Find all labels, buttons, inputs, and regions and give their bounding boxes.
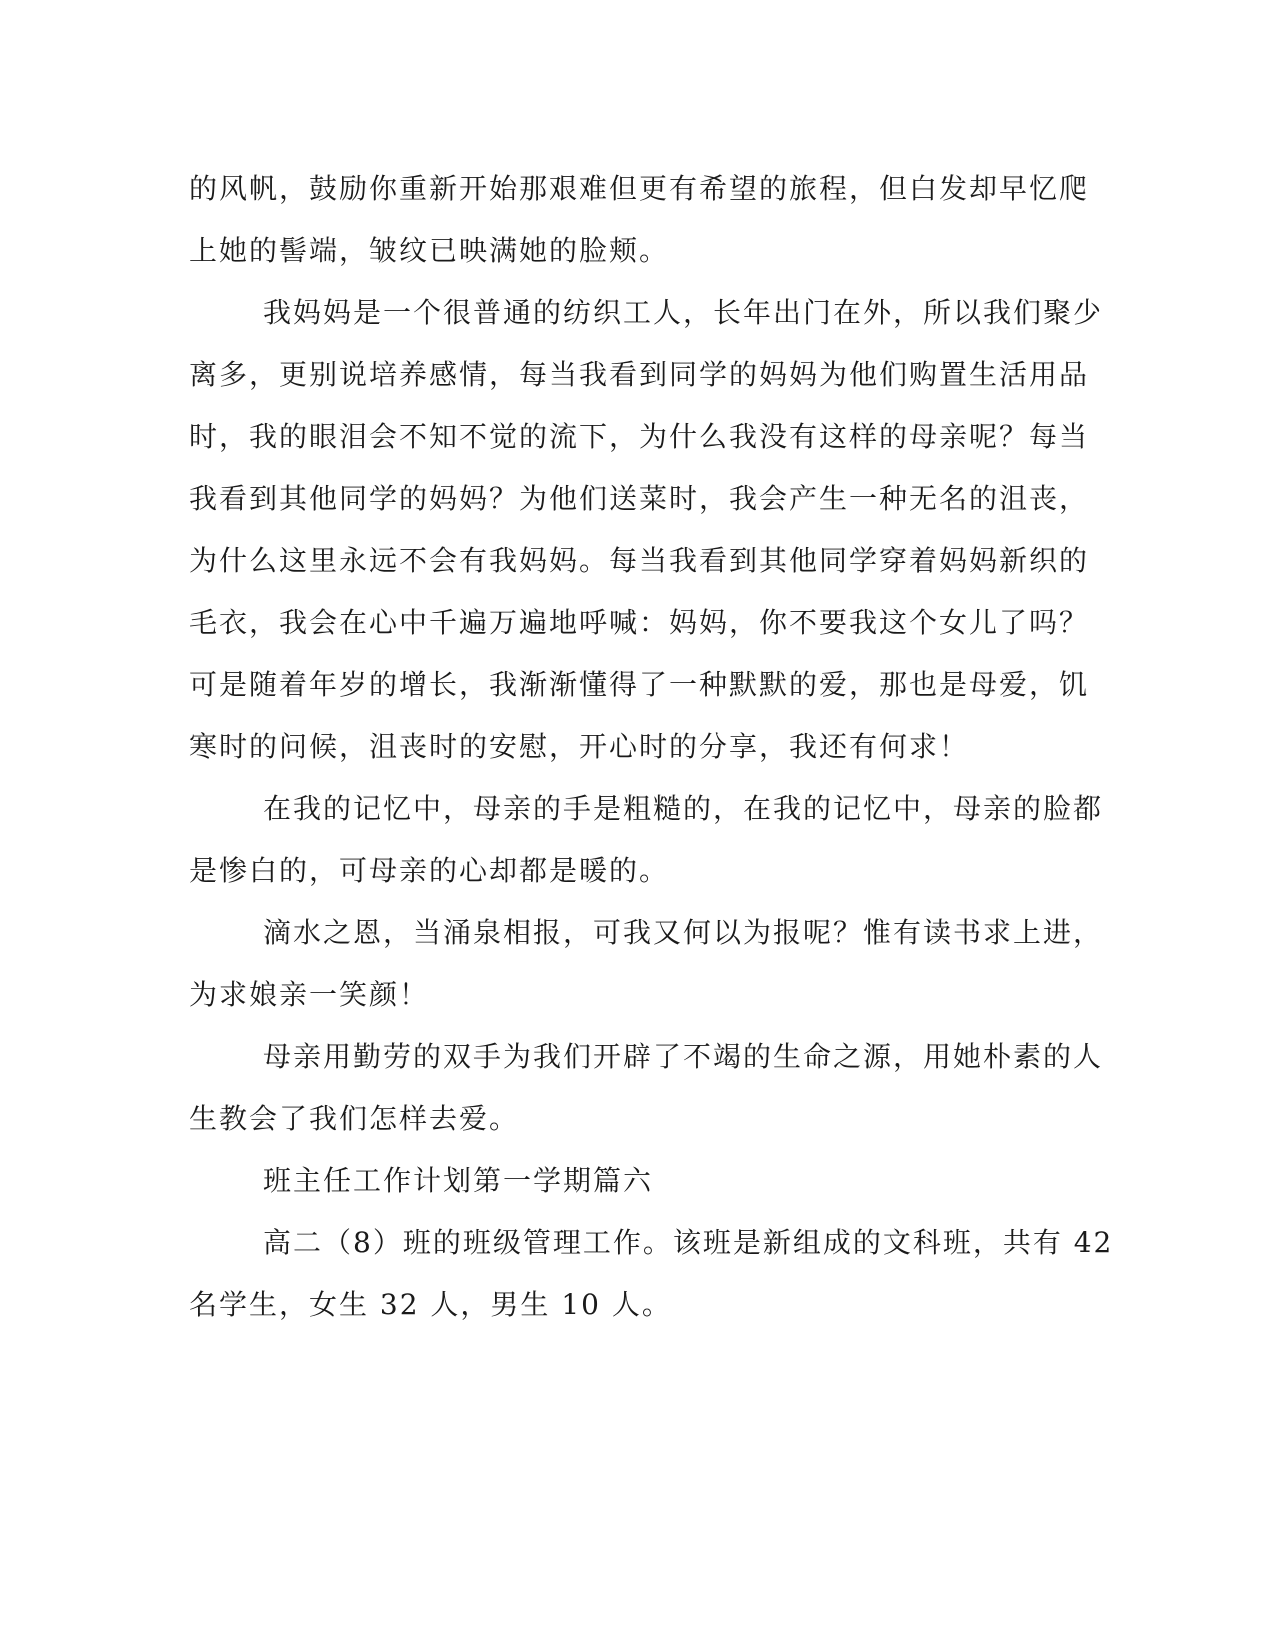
text-line: 我妈妈是一个很普通的纺织工人，长年出门在外，所以我们聚少 — [263, 296, 1104, 329]
text-line: 滴水之恩，当涌泉相报，可我又何以为报呢？惟有读书求上进， — [263, 916, 1104, 949]
text-line: 可是随着年岁的增长，我渐渐懂得了一种默默的爱，那也是母爱，饥 — [189, 668, 1090, 701]
text-line: 是惨白的，可母亲的心却都是暖的。 — [189, 854, 670, 887]
text-line: 离多，更别说培养感情，每当我看到同学的妈妈为他们购置生活用品 — [189, 358, 1090, 391]
text-line: 我看到其他同学的妈妈？为他们送菜时，我会产生一种无名的沮丧， — [189, 482, 1090, 515]
section-heading: 班主任工作计划第一学期篇六 — [263, 1164, 654, 1197]
text-line: 高二（8）班的班级管理工作。该班是新组成的文科班，共有 42 — [263, 1226, 1114, 1259]
text-line: 为什么这里永远不会有我妈妈。每当我看到其他同学穿着妈妈新织的 — [189, 544, 1090, 577]
text-line: 的风帆，鼓励你重新开始那艰难但更有希望的旅程，但白发却早忆爬 — [189, 172, 1090, 205]
text-line: 生教会了我们怎样去爱。 — [189, 1102, 520, 1135]
text-line: 在我的记忆中，母亲的手是粗糙的，在我的记忆中，母亲的脸都 — [263, 792, 1104, 825]
text-line: 寒时的问候，沮丧时的安慰，开心时的分享，我还有何求！ — [189, 730, 970, 763]
text-line: 为求娘亲一笑颜！ — [189, 978, 430, 1011]
text-line: 上她的髻端，皱纹已映满她的脸颊。 — [189, 234, 670, 267]
text-line: 母亲用勤劳的双手为我们开辟了不竭的生命之源，用她朴素的人 — [263, 1040, 1104, 1073]
text-line: 名学生，女生 32 人，男生 10 人。 — [189, 1288, 672, 1321]
document-body — [189, 158, 1114, 1336]
text-line: 毛衣，我会在心中千遍万遍地呼喊：妈妈，你不要我这个女儿了吗？ — [189, 606, 1090, 639]
text-line: 时，我的眼泪会不知不觉的流下，为什么我没有这样的母亲呢？每当 — [189, 420, 1090, 453]
